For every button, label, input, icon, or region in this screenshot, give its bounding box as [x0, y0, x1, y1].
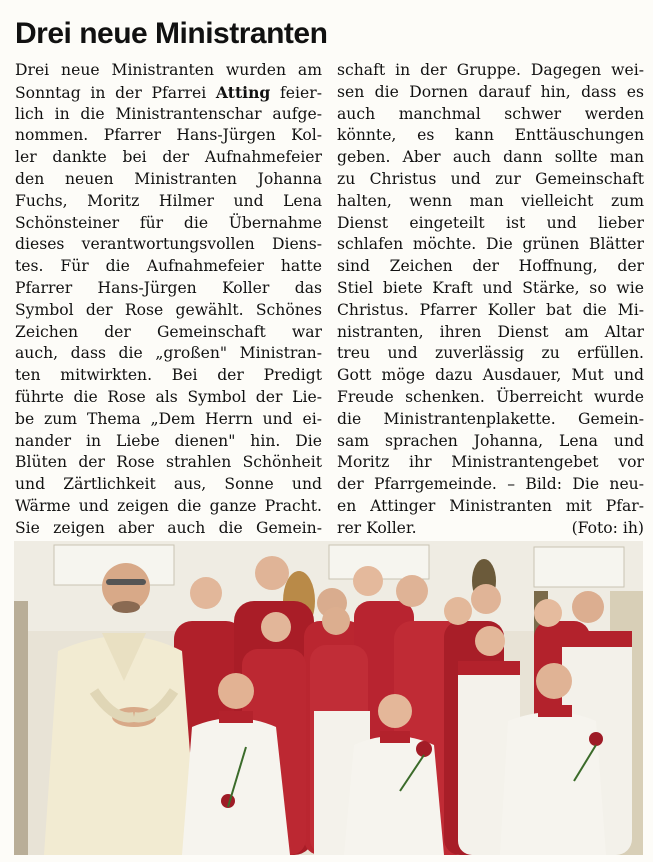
- article-line: nander in Liebe dienen" hin. Die: [15, 431, 322, 450]
- article-line: Blüten der Rose strahlen Schönheit: [15, 453, 322, 472]
- article-body: [15, 60, 644, 537]
- photo-credit: (Foto: ih): [571, 518, 644, 537]
- article-line: ler dankte bei der Aufnahmefeier: [15, 148, 322, 167]
- place-name-bold: Atting: [215, 82, 271, 102]
- article-line: dieses verantwortungsvollen Diens-: [15, 235, 322, 254]
- article-line: Zeichen der Gemeinschaft war: [15, 322, 322, 341]
- article-column-left: [15, 60, 322, 540]
- article-line: auch, dass die „großen" Ministran-: [15, 344, 322, 363]
- article-column-right: [337, 60, 644, 540]
- article-line: schaft in der Gruppe. Dagegen wei-: [337, 61, 644, 79]
- article-line: zu Christus und zur Gemeinschaft: [337, 169, 644, 188]
- article-line: nistranten, ihren Dienst am Altar: [337, 322, 644, 341]
- article-line: treu und zuverlässig zu erfüllen.: [337, 344, 644, 363]
- article-line: könnte, es kann Enttäuschungen: [337, 126, 644, 145]
- article-last-line: [337, 518, 644, 540]
- article-line: sam sprachen Johanna, Lena und: [337, 431, 644, 450]
- article-line: lich in die Ministrantenschar aufge-: [15, 104, 322, 123]
- article-line: tes. Für die Aufnahmefeier hatte: [15, 257, 322, 276]
- article-line: Sie zeigen aber auch die Gemein-: [15, 518, 322, 537]
- article-line: Stiel biete Kraft und Stärke, so wie: [337, 278, 644, 297]
- article-line: nommen. Pfarrer Hans-Jürgen Kol-: [15, 126, 322, 145]
- article-line: Wärme und zeigen die ganze Pracht.: [15, 496, 322, 515]
- article-line: Dienst eingeteilt ist und lieber: [337, 213, 644, 232]
- article-line: sen die Dornen darauf hin, dass es: [337, 82, 644, 101]
- article-line: rer Koller.: [337, 518, 417, 537]
- article-line: sind Zeichen der Hoffnung, der: [337, 257, 644, 276]
- article-line: den neuen Ministranten Johanna: [15, 169, 322, 188]
- article-line: der Pfarrgemeinde. – Bild: Die neu-: [337, 475, 644, 494]
- article-headline: Drei neue Ministranten: [15, 17, 328, 50]
- article-line: Christus. Pfarrer Koller bat die Mi-: [337, 300, 644, 319]
- article-line: Sonntag in der Pfarrei Atting feier-: [15, 82, 322, 102]
- article-line: Pfarrer Hans-Jürgen Koller das: [15, 278, 322, 297]
- article-line: die Ministrantenplakette. Gemein-: [337, 409, 644, 428]
- article-line: schlafen möchte. Die grünen Blätter: [337, 235, 644, 254]
- group-photo: [14, 541, 643, 855]
- article-line: Fuchs, Moritz Hilmer und Lena: [15, 191, 322, 210]
- article-line: und Zärtlichkeit aus, Sonne und: [15, 475, 322, 494]
- article-line: be zum Thema „Dem Herrn und ei-: [15, 409, 322, 428]
- article-line: geben. Aber auch dann sollte man: [337, 148, 644, 167]
- article-line: Symbol der Rose gewählt. Schönes: [15, 300, 322, 319]
- article-line: Drei neue Ministranten wurden am: [15, 61, 322, 79]
- article-line: Moritz ihr Ministrantengebet vor: [337, 453, 644, 472]
- article-line: führte die Rose als Symbol der Lie-: [15, 387, 322, 406]
- article-line: Freude schenken. Überreicht wurde: [337, 387, 644, 406]
- article-line: halten, wenn man vielleicht zum: [337, 191, 644, 210]
- article-line: Gott möge dazu Ausdauer, Mut und: [337, 366, 644, 385]
- article-line: ten mitwirkten. Bei der Predigt: [15, 366, 322, 385]
- article-line: auch manchmal schwer werden: [337, 104, 644, 123]
- article-line: Schönsteiner für die Übernahme: [15, 213, 322, 232]
- article-line: en Attinger Ministranten mit Pfar-: [337, 496, 644, 515]
